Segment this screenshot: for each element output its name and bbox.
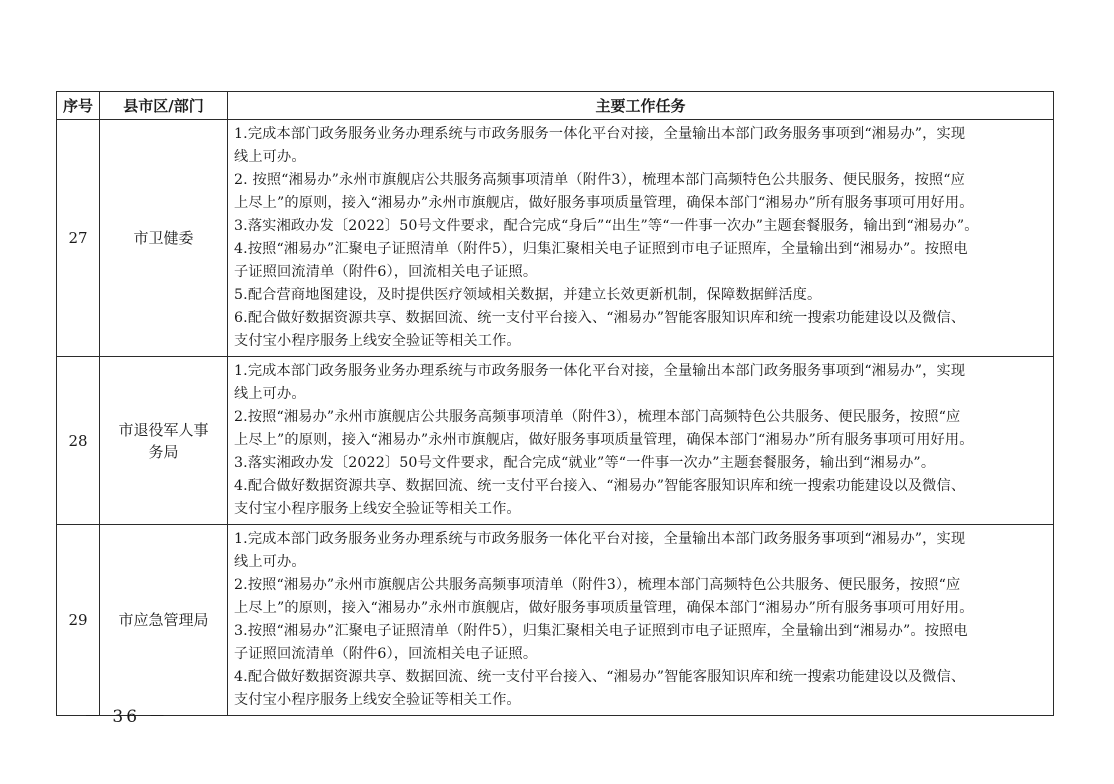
department-cell [100,525,228,716]
task-text-line: 线上可办。 [234,554,306,570]
table-row [57,120,1054,357]
department-name: 市应急管理局 [118,611,209,629]
header-dept: 县市区/部门 [100,92,228,120]
task-text-line: 4.配合做好数据资源共享、数据回流、统一支付平台接入、“湘易办”智能客服知识库和统一搜索功能建设以及微信、 [234,478,966,494]
task-text-line: 支付宝小程序服务上线安全验证等相关工作。 [234,333,521,349]
row-number: 29 [57,525,100,716]
task-text-line: 2.按照“湘易办”永州市旗舰店公共服务高频事项清单（附件3），梳理本部门高频特色公共服务、便民服务，按照“应 [234,577,961,593]
task-text-line: 6.配合做好数据资源共享、数据回流、统一支付平台接入、“湘易办”智能客服知识库和统一搜索功能建设以及微信、 [234,310,966,326]
task-text-line: 5.配合营商地图建设，及时提供医疗领域相关数据，并建立长效更新机制，保障数据鲜活度。 [234,287,822,303]
task-text-line: 3.按照“湘易办”汇聚电子证照清单（附件5），归集汇聚相关电子证照到市电子证照库，全量输出到“湘易办”。按照电 [234,623,968,639]
task-text-line: 支付宝小程序服务上线安全验证等相关工作。 [234,501,521,517]
task-text-line: 1.完成本部门政务服务业务办理系统与市政务服务一体化平台对接，全量输出本部门政务服务事项到“湘易办”，实现 [234,363,966,379]
task-text-line: 子证照回流清单（附件6），回流相关电子证照。 [234,646,538,662]
task-text-line: 上尽上”的原则，接入“湘易办”永州市旗舰店，做好服务事项质量管理，确保本部门“湘易办”所有服务事项可用好用。 [234,432,974,448]
page-number: － 36 － [84,707,169,727]
department-cell [100,120,228,357]
task-text-line: 子证照回流清单（附件6），回流相关电子证照。 [234,264,538,280]
header-no: 序号 [57,92,100,120]
task-cell [228,525,1054,716]
department-name: 市退役军人事务局 [118,420,209,461]
task-text-line: 1.完成本部门政务服务业务办理系统与市政务服务一体化平台对接，全量输出本部门政务服务事项到“湘易办”，实现 [234,531,966,547]
table-body [57,120,1054,716]
task-text-line: 支付宝小程序服务上线安全验证等相关工作。 [234,692,521,708]
table-row [57,357,1054,525]
department-name: 市卫健委 [133,229,194,247]
header-task: 主要工作任务 [228,92,1054,120]
task-text-line: 1.完成本部门政务服务业务办理系统与市政务服务一体化平台对接，全量输出本部门政务服务事项到“湘易办”，实现 [234,126,966,142]
table-row [57,525,1054,716]
task-text-line: 上尽上”的原则，接入“湘易办”永州市旗舰店，做好服务事项质量管理，确保本部门“湘易办”所有服务事项可用好用。 [234,195,974,211]
row-number: 28 [57,357,100,525]
task-text-line: 线上可办。 [234,149,306,165]
department-cell [100,357,228,525]
table-header-row [57,92,1054,120]
task-text-line: 2. 按照“湘易办”永州市旗舰店公共服务高频事项清单（附件3），梳理本部门高频特色公共服务、便民服务，按照“应 [234,172,965,188]
task-text-line: 4.按照“湘易办”汇聚电子证照清单（附件5），归集汇聚相关电子证照到市电子证照库，全量输出到“湘易办”。按照电 [234,241,968,257]
task-cell [228,120,1054,357]
task-text-line: 4.配合做好数据资源共享、数据回流、统一支付平台接入、“湘易办”智能客服知识库和统一搜索功能建设以及微信、 [234,669,966,685]
row-number: 27 [57,120,100,357]
task-table [56,91,1054,716]
task-text-line: 3.落实湘政办发〔2022〕50号文件要求，配合完成“就业”等“一件事一次办”主题套餐服务，输出到“湘易办”。 [234,455,936,471]
task-text-line: 2.按照“湘易办”永州市旗舰店公共服务高频事项清单（附件3），梳理本部门高频特色公共服务、便民服务，按照“应 [234,409,961,425]
task-text-line: 3.落实湘政办发〔2022〕50号文件要求，配合完成“身后”“出生”等“一件事一次办”主题套餐服务，输出到“湘易办”。 [234,218,979,234]
task-cell [228,357,1054,525]
task-text-line: 线上可办。 [234,386,306,402]
task-text-line: 上尽上”的原则，接入“湘易办”永州市旗舰店，做好服务事项质量管理，确保本部门“湘易办”所有服务事项可用好用。 [234,600,974,616]
